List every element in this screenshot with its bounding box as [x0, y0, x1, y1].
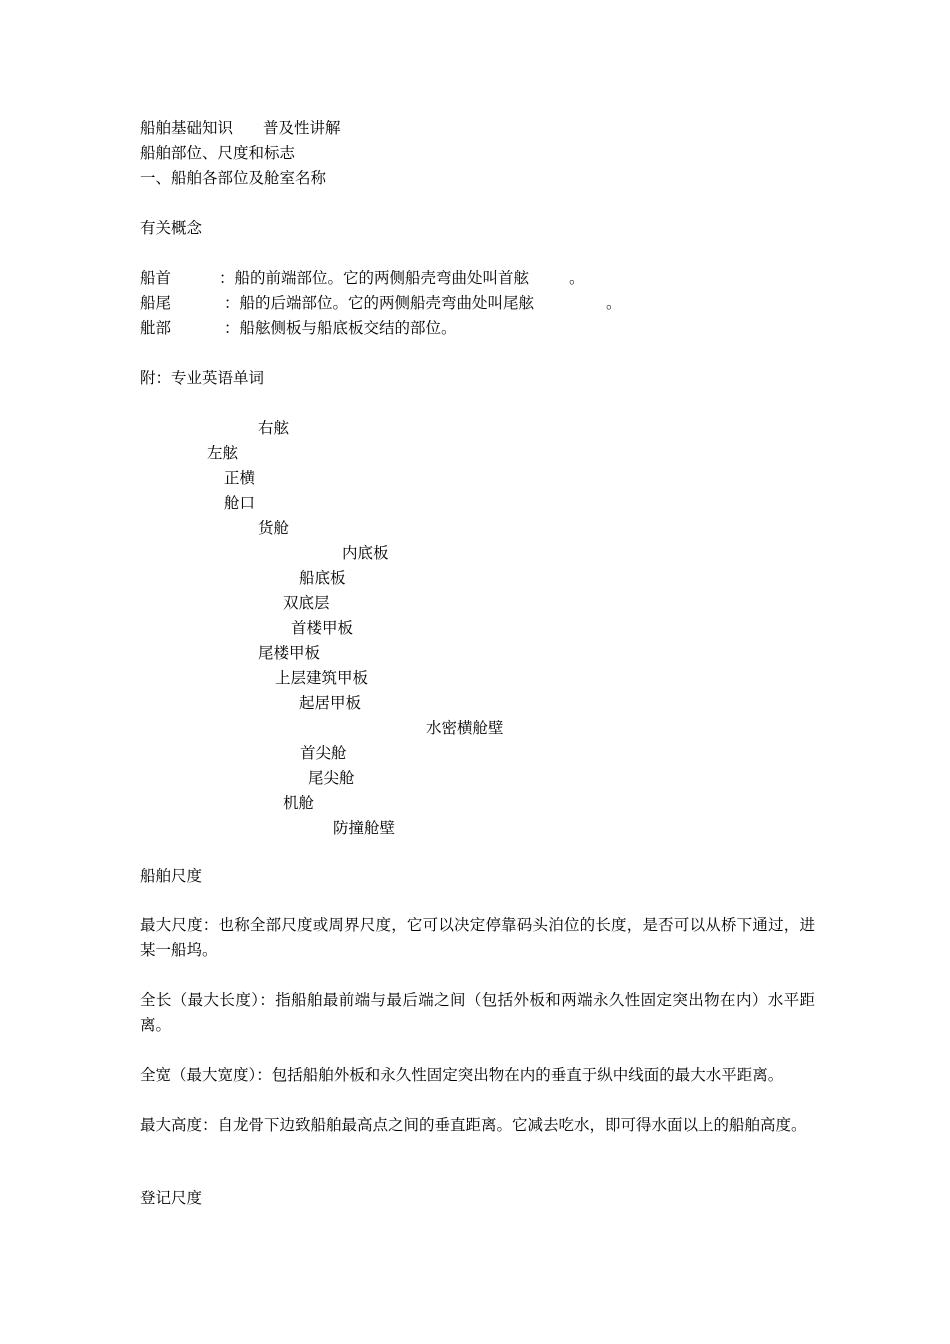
term-stern-end: 。	[606, 294, 622, 312]
vocab-heading: 附：专业英语单词	[140, 369, 265, 387]
term-bow-row	[140, 268, 585, 288]
vocab-word: 首尖舱	[300, 744, 347, 762]
term-bow-definition: ：船的前端部位。它的两侧船壳弯曲处叫首舷	[219, 269, 530, 287]
term-stern: 船尾	[140, 294, 172, 312]
concepts-heading: 有关概念	[140, 219, 203, 237]
vocab-word: 内底板	[342, 544, 389, 562]
paragraph-max-dimensions: 最大尺度：也称全部尺度或周界尺度，它可以决定停靠码头泊位的长度，是否可以从桥下通过，进某一船坞。	[140, 916, 815, 959]
vocab-word: 尾楼甲板	[258, 644, 321, 662]
term-bilge: 舭部	[140, 319, 172, 337]
vocab-word: 首楼甲板	[291, 619, 354, 637]
vocab-word: 机舱	[283, 794, 315, 812]
doc-subtitle: 船舶部位、尺度和标志	[140, 144, 296, 162]
term-bow: 船首	[140, 269, 172, 287]
registered-dimensions-heading: 登记尺度	[140, 1189, 203, 1207]
vocab-word: 右舷	[258, 419, 290, 437]
vocab-word: 正横	[224, 469, 256, 487]
vocab-word: 舱口	[224, 494, 256, 512]
vocab-word: 防撞舱壁	[333, 819, 396, 837]
vocab-word: 船底板	[299, 569, 346, 587]
vocab-word: 起居甲板	[299, 694, 362, 712]
section-heading: 一、船舶各部位及舱室名称	[140, 169, 327, 187]
doc-title-suffix: 普及性讲解	[263, 119, 341, 137]
term-stern-definition: ：船的后端部位。它的两侧船壳弯曲处叫尾舷	[224, 294, 535, 312]
dimensions-heading: 船舶尺度	[140, 867, 203, 885]
term-stern-row	[140, 293, 622, 313]
vocab-word: 上层建筑甲板	[275, 669, 369, 687]
doc-title: 船舶基础知识	[140, 119, 234, 137]
paragraph-max-height: 最大高度：自龙骨下边致船舶最高点之间的垂直距离。它减去吃水，即可得水面以上的船舶高度。	[140, 1116, 807, 1134]
term-bow-end: 。	[569, 269, 585, 287]
vocab-word: 水密横舱壁	[426, 719, 504, 737]
paragraph-beam: 全宽（最大宽度）：包括船舶外板和永久性固定突出物在内的垂直于纵中线面的最大水平距离。	[140, 1066, 784, 1084]
vocab-word: 双底层	[283, 594, 330, 612]
doc-title-line	[140, 118, 341, 138]
vocab-word: 货舱	[258, 519, 290, 537]
term-bilge-row	[140, 318, 457, 338]
vocab-word: 尾尖舱	[308, 769, 355, 787]
paragraph-length-overall: 全长（最大长度）：指船舶最前端与最后端之间（包括外板和两端永久性固定突出物在内）水平距离。	[140, 991, 815, 1034]
term-bilge-definition: ：船舷侧板与船底板交结的部位。	[224, 319, 457, 337]
vocab-word: 左舷	[207, 444, 239, 462]
